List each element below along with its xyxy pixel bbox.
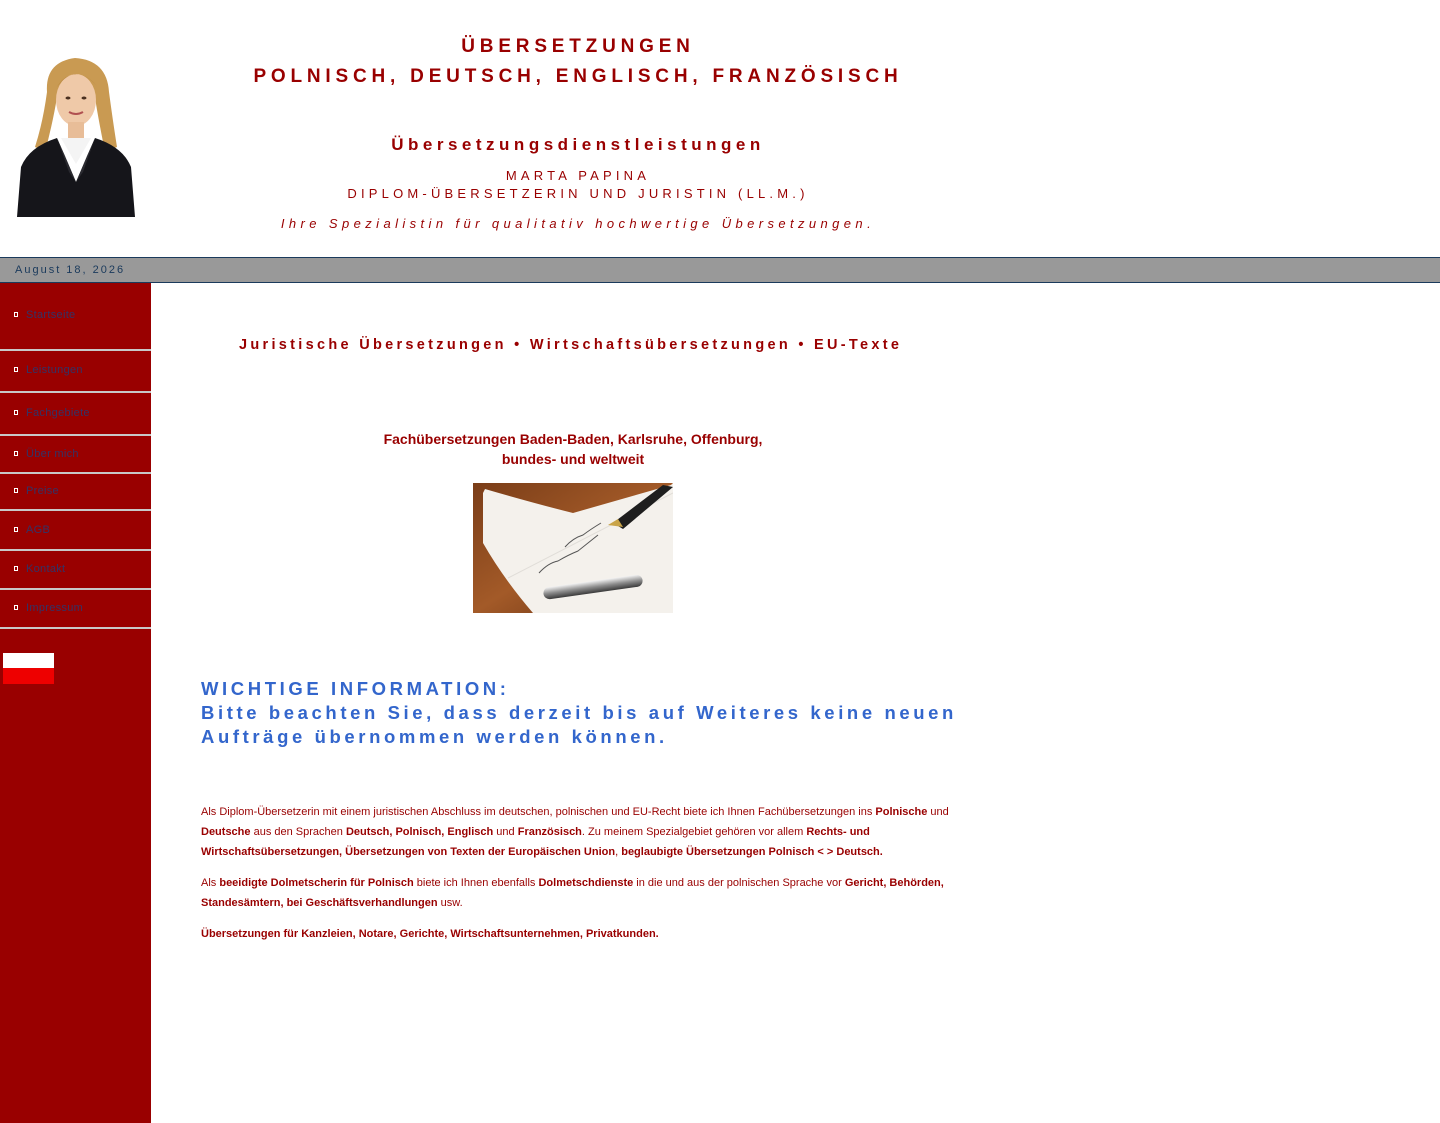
sidebar-item-label: Preise [26,485,59,497]
bullet-icon [13,450,19,457]
notice-line-2: Aufträge übernommen werden können. [201,726,668,747]
interpreting-paragraph: Als beeidigte Dolmetscherin für Polnisch biete ich Ihnen ebenfalls Dolmetschdienste in die und aus der polnischen Sprache vor Gericht, Behörden, Standesämtern, bei Geschäftsverhandlungen usw. [201,877,944,909]
intro-paragraph: Als Diplom-Übersetzerin mit einem juristischen Abschluss im deutschen, polnischen und EU-Recht biete ich Ihnen Fachübersetzungen ins Polnische und Deutsche aus den Sprachen Deutsch, Polnisch, Englisch und Französisch. Zu meinem Spezialgebiet gehören vor allem Rechts- und Wirtschaftsübersetzungen, Übersetzungen von Texten der Europäischen Union, beglaubigte Übersetzungen Polnisch < > Deutsch. [201,806,949,858]
bullet-icon [13,366,19,373]
bullet-icon [13,565,19,572]
sidebar-item-startseite[interactable] [0,283,151,351]
polish-flag-icon[interactable] [3,653,54,684]
current-date: August 18, 2026 [15,264,126,276]
location-line-2: bundes- und weltweit [501,451,645,467]
specialty-tagline: Juristische Übersetzungen • Wirtschaftsübersetzungen • EU-Texte [239,337,903,353]
sidebar-item-label: Fachgebiete [26,407,90,419]
site-title: ÜBERSETZUNGEN [461,36,695,57]
bullet-icon [13,604,19,611]
main-content [151,283,1440,1123]
notice-line-1: Bitte beachten Sie, dass derzeit bis auf Weiteres keine neuen [201,702,957,723]
bullet-icon [13,526,19,533]
sidebar-item-kontakt[interactable] [0,551,151,590]
sidebar-item-leistungen[interactable] [0,351,151,393]
site-header [0,0,1440,257]
clients-paragraph: Übersetzungen für Kanzleien, Notare, Gerichte, Wirtschaftsunternehmen, Privatkunden. [201,928,659,940]
sidebar-nav [0,283,151,1123]
sidebar-item-label: AGB [26,524,51,536]
fountain-pen-photo [473,483,673,613]
location-line-1: Fachübersetzungen Baden-Baden, Karlsruhe, Offenburg, [383,431,763,447]
portrait-photo [17,52,135,217]
sidebar-item-preise[interactable] [0,474,151,511]
bullet-icon [13,311,19,318]
sidebar-item-label: Startseite [26,309,76,321]
bullet-icon [13,409,19,416]
service-heading: Übersetzungsdienstleistungen [391,135,765,154]
notice-heading: WICHTIGE INFORMATION: [201,678,510,699]
sidebar-item-label: Leistungen [26,364,83,376]
sidebar-item-agb[interactable] [0,511,151,551]
sidebar-item-label: Über mich [26,448,79,460]
sidebar-item-ueber-mich[interactable] [0,436,151,474]
sidebar-item-fachgebiete[interactable] [0,393,151,436]
site-languages: POLNISCH, DEUTSCH, ENGLISCH, FRANZÖSISCH [253,66,903,87]
sidebar-item-label: Kontakt [26,563,66,575]
sidebar-item-label: Impressum [26,602,84,614]
translator-name: MARTA PAPINA [505,168,651,183]
sidebar-item-impressum[interactable] [0,590,151,629]
date-bar [0,257,1440,283]
bullet-icon [13,487,19,494]
translator-role: DIPLOM-ÜBERSETZERIN UND JURISTIN (LL.M.) [347,186,809,201]
site-claim: Ihre Spezialistin für qualitativ hochwertige Übersetzungen. [280,216,876,231]
